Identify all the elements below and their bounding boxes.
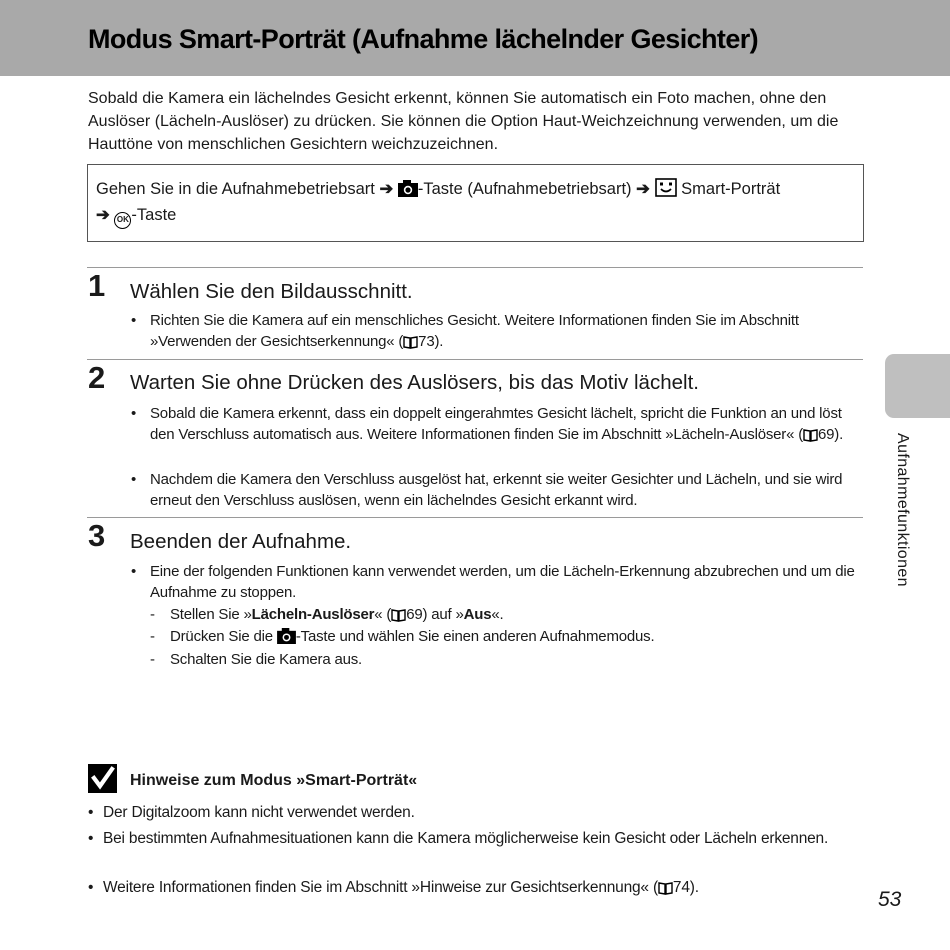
step-title: Warten Sie ohne Drücken des Auslösers, bis das Motiv lächelt. — [130, 371, 699, 394]
book-reference-icon — [403, 335, 418, 349]
dash-marker: - — [150, 606, 155, 623]
bullet-marker: • — [131, 471, 137, 488]
notes-title: Hinweise zum Modus »Smart-Porträt« — [130, 772, 418, 789]
chapter-tab-label: Aufnahmefunktionen — [894, 433, 911, 587]
bullet-tail: ). — [834, 426, 844, 443]
arrow-right-icon: ➔ — [379, 180, 394, 198]
bullet-text: Richten Sie die Kamera auf ein menschliches Gesicht. Weitere Informationen finden Sie im Abschnitt »Verwenden der Gesichtserkennung« ( — [150, 312, 799, 350]
note-item — [88, 828, 843, 850]
dash-marker: - — [150, 628, 155, 645]
note-item — [88, 802, 843, 824]
step-bullet — [131, 310, 862, 352]
section-divider — [87, 359, 863, 360]
sub-item — [150, 604, 504, 625]
page-title: Modus Smart-Porträt (Aufnahme lächelnder Gesichter) — [88, 24, 759, 54]
bullet-text: Eine der folgenden Funktionen kann verwendet werden, um die Lächeln-Erkennung abzubrechen und um die Aufnahme zu stoppen. — [150, 563, 855, 601]
page-reference: 73 — [418, 333, 435, 350]
page-number: 53 — [878, 888, 902, 911]
bullet-tail: ). — [434, 333, 444, 350]
nav-text-2: -Taste (Aufnahmebetriebsart) — [417, 180, 632, 198]
step-bullet — [131, 469, 862, 511]
step-number: 2 — [88, 360, 106, 395]
step-title: Beenden der Aufnahme. — [130, 530, 352, 553]
sub-item-text: Stellen Sie » — [170, 606, 252, 623]
chapter-tab — [885, 354, 950, 418]
checkmark-note-icon — [88, 764, 117, 793]
bullet-marker: • — [88, 804, 94, 821]
sub-item-text: -Taste und wählen Sie einen anderen Aufnahmemodus. — [295, 628, 655, 645]
page-reference: 69 — [817, 426, 835, 443]
nav-text-3: Smart-Porträt — [681, 180, 781, 198]
navigation-path-box — [87, 164, 864, 242]
bullet-text: Nachdem die Kamera den Verschluss ausgelöst hat, erkennt sie weiter Gesichter und Lächeln, und sie wird erneut den Verschluss auslösen, wenn ein lächelndes Gesicht erkannt wird. — [150, 471, 843, 509]
step-bullet — [131, 403, 862, 445]
sub-item-text: ) auf » — [422, 606, 464, 623]
arrow-right-icon: ➔ — [636, 180, 650, 198]
book-reference-icon — [658, 881, 673, 895]
note-text: Der Digitalzoom kann nicht verwendet werden. — [103, 804, 415, 821]
step-number: 3 — [88, 518, 106, 553]
book-reference-icon — [803, 428, 818, 442]
bullet-marker: • — [131, 312, 137, 329]
step-bullet — [131, 561, 862, 603]
section-divider — [87, 517, 863, 518]
dash-marker: - — [150, 651, 155, 668]
sub-item — [150, 649, 362, 670]
bullet-marker: • — [131, 405, 137, 422]
arrow-right-icon: ➔ — [96, 206, 110, 224]
sub-item-text: Drücken Sie die — [170, 628, 277, 645]
page-reference: 69 — [406, 606, 423, 623]
setting-name: Lächeln-Auslöser — [251, 606, 375, 623]
note-item — [88, 877, 843, 899]
smart-portrait-icon — [655, 178, 677, 197]
bullet-marker: • — [88, 879, 94, 896]
nav-text-1: Gehen Sie in die Aufnahmebetriebsart — [96, 180, 375, 198]
sub-item-text: «. — [491, 606, 504, 623]
intro-paragraph: Sobald die Kamera ein lächelndes Gesicht erkennt, können Sie automatisch ein Foto machen, ohne den Auslöser (Lächeln-Auslöser) zu drücken. Sie können die Option Haut-Weichzeichnung verwenden, um die Hauttöne von menschlichen Gesichtern weichzuzeichnen. — [88, 90, 839, 153]
step-title: Wählen Sie den Bildausschnitt. — [130, 280, 413, 303]
sub-item-text: Schalten Sie die Kamera aus. — [170, 651, 363, 668]
setting-value: Aus — [463, 606, 492, 623]
nav-text-4: -Taste — [131, 206, 177, 224]
camera-icon — [398, 180, 418, 197]
bullet-marker: • — [88, 830, 94, 847]
camera-icon — [277, 628, 296, 644]
page-reference: 74 — [672, 879, 690, 896]
sub-item-text: « ( — [374, 606, 392, 623]
book-reference-icon — [391, 608, 406, 622]
note-tail: ). — [689, 879, 699, 896]
note-text: Bei bestimmten Aufnahmesituationen kann die Kamera möglicherweise kein Gesicht oder Lächeln erkennen. — [103, 830, 829, 847]
step-number: 1 — [88, 268, 106, 303]
sub-item — [150, 626, 654, 647]
ok-button-icon: OK — [114, 212, 131, 229]
note-text: Weitere Informationen finden Sie im Abschnitt »Hinweise zur Gesichtserkennung« ( — [103, 879, 658, 896]
bullet-marker: • — [131, 563, 137, 580]
section-divider — [87, 267, 863, 268]
bullet-text: Sobald die Kamera erkennt, dass ein doppelt eingerahmtes Gesicht lächelt, spricht die Funktion an und löst den Verschluss automatisch aus. Weitere Informationen finden Sie im Abschnitt »Lächeln-Auslöser« ( — [150, 405, 842, 443]
